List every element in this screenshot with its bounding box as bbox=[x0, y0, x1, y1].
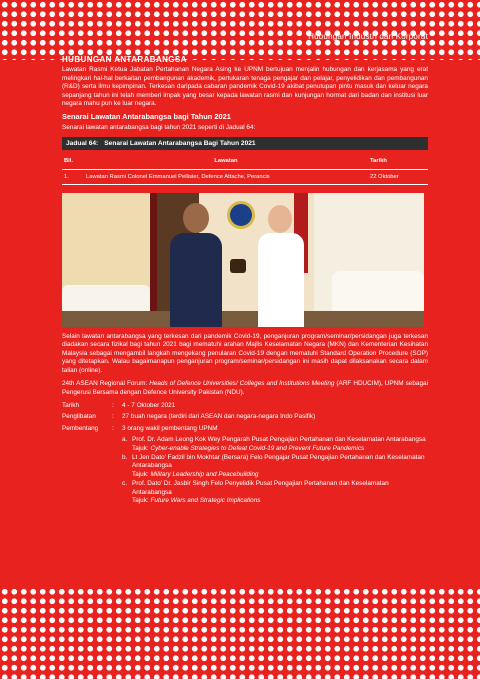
table-caption-title: Senarai Lawatan Antarabangsa Bagi Tahun 2021 bbox=[104, 139, 256, 147]
forum-description bbox=[62, 380, 428, 397]
header-label: Hubungan Industri dan Korporat bbox=[308, 32, 428, 41]
header-no: Bil. bbox=[62, 154, 84, 169]
presenter-name: Prof. Dr. Adam Leong Kok Wey Pengarah Pusat Pengajian Pertahanan dan Keselamatan Antarabangsa bbox=[132, 436, 426, 444]
detail-participation: Penglibatan : 27 buah negara (terdiri dari ASEAN dan negara-negara Indo Pasifik) bbox=[62, 413, 316, 421]
presenter-topic: Future Wars and Strategic Implications bbox=[150, 496, 261, 504]
detail-date: Tarikh : 4 - 7 Oktober 2021 bbox=[62, 401, 176, 409]
sub-title: Senarai Lawatan Antarabangsa bagi Tahun 2021 bbox=[62, 112, 231, 122]
forum-italic-name: Heads of Defence Universities/ Colleges and Institutions Meeting bbox=[149, 380, 335, 388]
photo-person-uniform-head bbox=[268, 205, 292, 233]
presenter-list bbox=[122, 436, 428, 505]
list-item: a. Prof. Dr. Adam Leong Kok Wey Pengarah Pusat Pengajian Pertahanan dan Keselamatan Antarabangsa Tajuk: Cyber-enable Strategies to Defeat Covid-19 and Prevent Future Pandemics bbox=[122, 436, 428, 453]
table-header-row bbox=[62, 154, 428, 169]
visit-photo bbox=[62, 193, 424, 327]
presenter-topic: Cyber-enable Strategies to Defeat Covid-19 and Prevent Future Pandemics bbox=[150, 444, 365, 452]
sub-intro: Senarai lawatan antarabangsa bagi tahun 2021 seperti di Jadual 64: bbox=[62, 123, 256, 131]
row-visit: Lawatan Rasmi Colonel Emmanuel Pellisier, Defence Attache, Perancis bbox=[84, 169, 368, 184]
photo-floor bbox=[62, 311, 424, 327]
photo-emblem bbox=[227, 201, 255, 229]
photo-person-uniform bbox=[258, 233, 304, 327]
header-date: Tarikh bbox=[368, 154, 428, 169]
page-content bbox=[62, 56, 428, 506]
forum-prefix: 24th ASEAN Regional Forum: bbox=[62, 380, 148, 388]
visits-table bbox=[62, 154, 428, 185]
list-item: b. Lt Jen Dato' Fadzil bin Mokhtar (Bersara) Felo Pengajar Pusat Pengajian Pertahanan dan Keselamatan Antarabangsa Tajuk: Military Leadership and Peacebuilding bbox=[122, 454, 428, 479]
bottom-dot-pattern bbox=[0, 587, 480, 679]
list-item: c. Prof. Dato' Dr. Jasbir Singh Felo Penyelidik Pusat Pengajian Pertahanan dan Keselamatan Antarabangsa Tajuk: Future Wars and Strategic Implications bbox=[122, 480, 428, 505]
presenter-topic: Military Leadership and Peacebuilding bbox=[150, 470, 259, 478]
intro-paragraph: Lawatan Rasmi Ketua Jabatan Pertahanan Negara Asing ke UPNM bertujuan menjalin hubungan dan kerjasama yang erat melingkari hal-hal berkaitan pembangunan akademik, pertukaran tenaga pengajar dan pelajar, penyelidikan dan pembangunan (R&D) serta ilmu kepimpinan. Terkesan daripada cabaran pandemik Covid-19 akibat penutupan pintu masuk dan keluar negara sepanjang tahun ini telah memberi impak yang besar kepada lawatan rasmi dan kunjungan hormat dari badan dan institusi luar negara mahu pun ke luar negara. bbox=[62, 66, 428, 108]
table-caption bbox=[62, 137, 428, 150]
photo-person-suit bbox=[170, 233, 222, 327]
forum-suffix: (ARF HDUCIM), UPNM sebagai Pengerusi Bersama dengan Defence University Pakistan (NDU). bbox=[62, 380, 428, 396]
table-row bbox=[62, 169, 428, 184]
photo-person-suit-head bbox=[183, 203, 209, 233]
presenter-name: Lt Jen Dato' Fadzil bin Mokhtar (Bersara) Felo Pengajar Pusat Pengajian Pertahanan dan Keselamatan Antarabangsa bbox=[132, 453, 425, 470]
table-caption-number: Jadual 64: bbox=[66, 139, 99, 147]
row-no: 1. bbox=[62, 169, 84, 184]
detail-presenters: Pembentang : 3 orang wakil pembentang UPNM bbox=[62, 424, 218, 432]
row-date: 22 Oktober bbox=[368, 169, 428, 184]
header-visit: Lawatan bbox=[84, 154, 368, 169]
section-title: HUBUNGAN ANTARABANGSA bbox=[62, 55, 187, 64]
photo-souvenir bbox=[230, 259, 246, 273]
closing-paragraph: Selain lawatan antarabangsa yang terkesan dari pandemik Covid-19, penganjuran program/seminar/persidangan juga terkesan diadakan secara fizikal bagi tahun 2021 bagi mematuhi arahan Majlis Keselamatan Negara (MKN) dan Kementerian Kesihatan Malaysia sebagai mengambil langkah mengekang penularan Covid-19 dengan mematuhi Standard Operation Procedure (SOP) yang ditetapkan. Walau bagaimanapun penganjuran program/seminar/persidangan ini masih dapat dilaksanakan secara dalam talian (online). bbox=[62, 333, 428, 374]
top-dot-pattern bbox=[0, 0, 480, 60]
presenter-name: Prof. Dato' Dr. Jasbir Singh Felo Penyelidik Pusat Pengajian Pertahanan dan Keselamatan Antarabangsa bbox=[132, 480, 389, 496]
